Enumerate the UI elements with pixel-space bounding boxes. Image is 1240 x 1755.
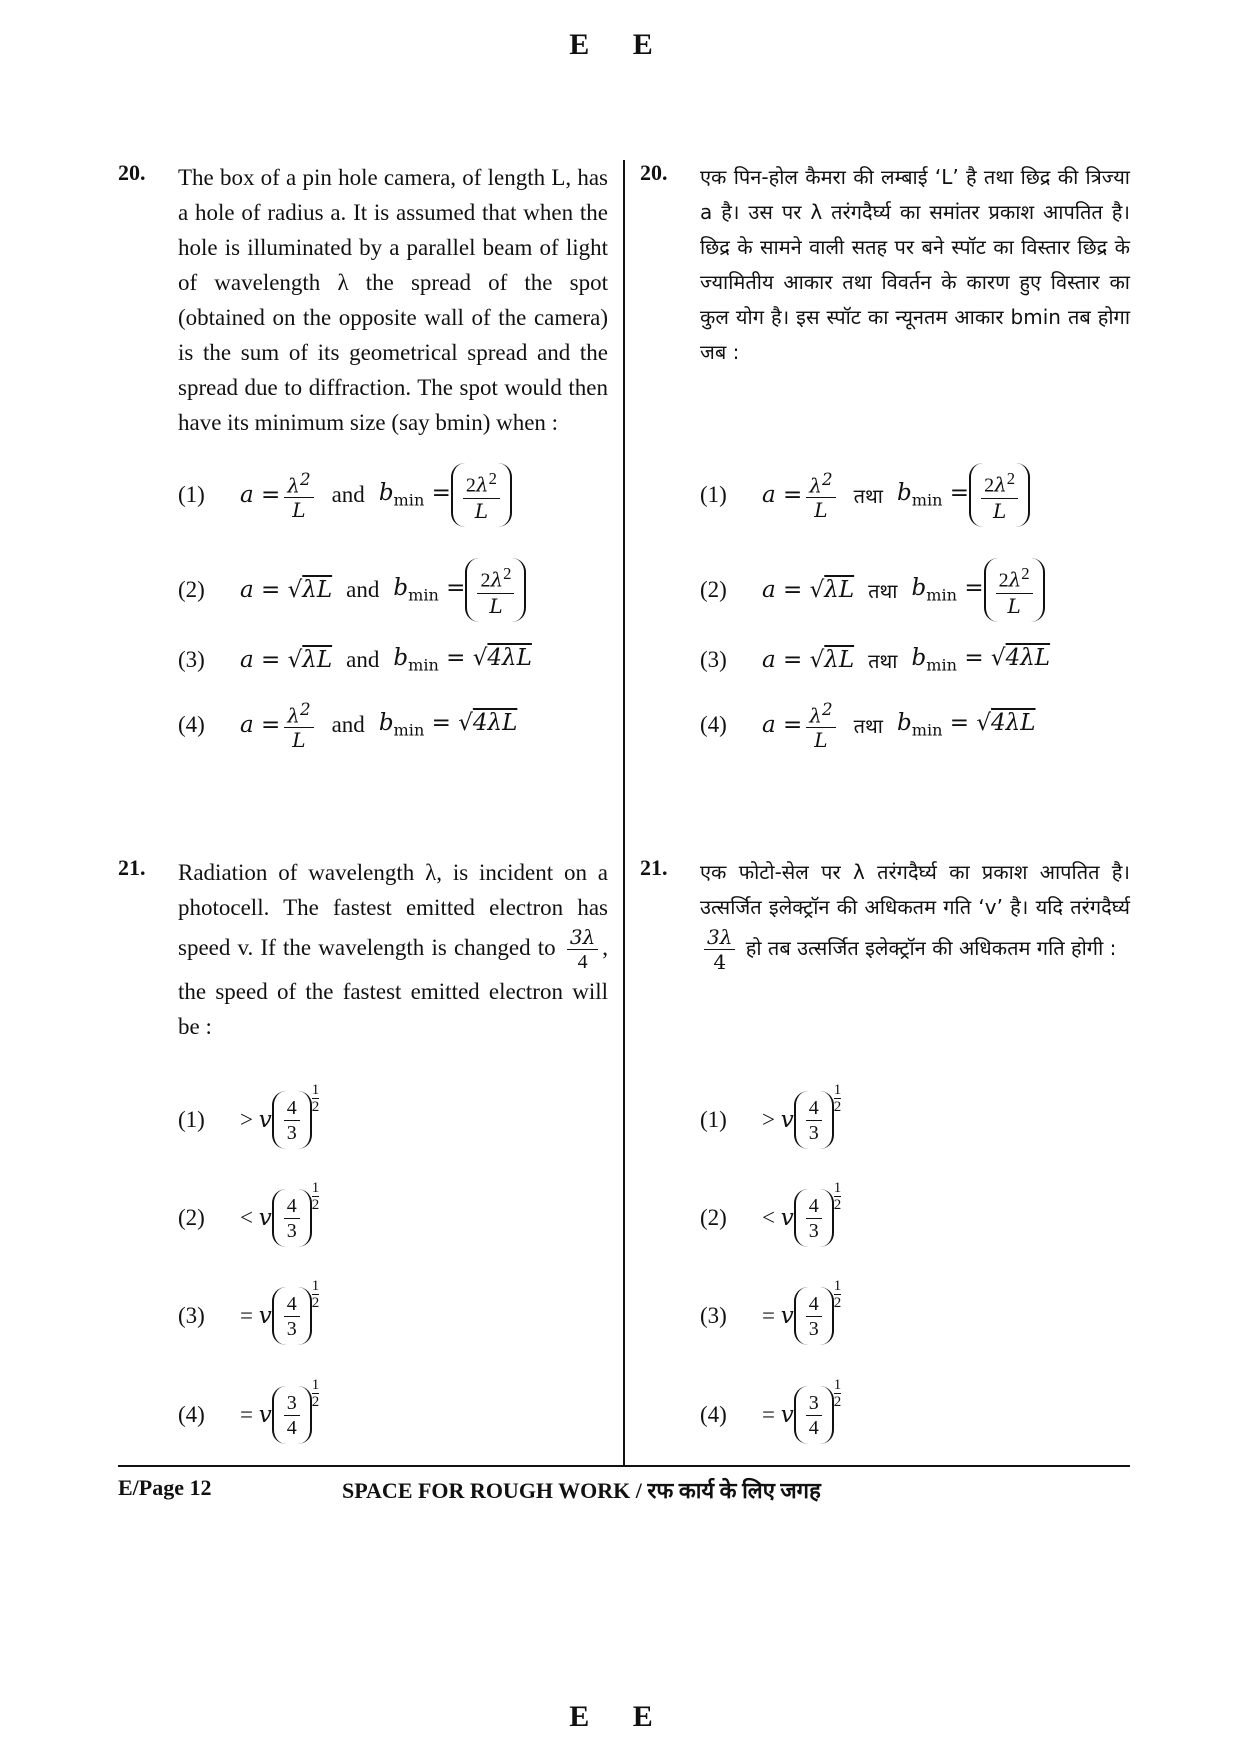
question-number: 20. bbox=[118, 160, 146, 185]
question-text: Radiation of wavelength λ, is incident on a photocell. The fastest emitted electron has speed v. If the wavelength is changed to $\frac{3\lambda}{4}$ , the speed of the fastest emitted electron will be : bbox=[178, 860, 609, 1039]
question-20-hi bbox=[640, 160, 1130, 370]
option-4: (4) = v $\frac{3}{4}$ 1 2 bbox=[178, 1375, 319, 1455]
footer-rule bbox=[118, 1465, 1130, 1467]
option-3: (3) = v $\frac{4}{3}$ 1 2 bbox=[700, 1276, 841, 1356]
option-1: (1) > v $\frac{4}{3}$ 1 2 bbox=[178, 1080, 319, 1160]
question-21-hi bbox=[640, 855, 1130, 974]
option-2: (2) a = √λL तथा $b_{min}$ = $\frac{2\lambda^2}{L}$ bbox=[700, 555, 1045, 625]
question-text: एक फोटो-सेल पर λ तरंगदैर्घ्य का प्रकाश आपतित है। उत्सर्जित इलेक्ट्रॉन की अधिकतम गति ‘v’ है। यदि तरंगदैर्घ्य $\frac{3\lambda}{4}$ हो तब उत्सर्जित इलेक्ट्रॉन की अधिकतम गति होगी : bbox=[700, 860, 1130, 974]
option-1: (1) a = $\frac{\lambda^2}{L}$ तथा $b_{min}$ = $\frac{2\lambda^2}{L}$ bbox=[700, 460, 1030, 530]
option-4: (4) = v $\frac{3}{4}$ 1 2 bbox=[700, 1375, 841, 1455]
option-2: (2) < v $\frac{4}{3}$ 1 2 bbox=[178, 1178, 319, 1258]
option-1: (1) a = $\frac{\lambda^2}{L}$ and $b_{min}$ = $\frac{2\lambda^2}{L}$ bbox=[178, 460, 512, 530]
header-code: E E bbox=[569, 28, 671, 61]
column-divider bbox=[623, 160, 625, 1465]
question-text: एक पिन-होल कैमरा की लम्बाई ‘L’ है तथा छिद्र की त्रिज्या a है। उस पर λ तरंगदैर्घ्य का समांतर प्रकाश आपतित है। छिद्र के सामने वाली सतह पर बने स्पॉट का विस्तार छिद्र के ज्यामितीय आकार तथा विवर्तन के कारण हुए विस्तार का कुल योग है। इस स्पॉट का न्यूनतम आकार bmin तब होगा जब : bbox=[700, 165, 1130, 364]
option-4: (4) a = $\frac{\lambda^2}{L}$ and $b_{min} = √4\lambda L$ bbox=[178, 699, 518, 753]
question-text: The box of a pin hole camera, of length L, has a hole of radius a. It is assumed that when the hole is illuminated by a parallel beam of light of wavelength λ the spread of the spot (obtained on the opposite wall of the camera) is the sum of its geometrical spread and the spread due to diffraction. The spot would then have its minimum size (say bmin) when : bbox=[178, 165, 608, 435]
option-3: (3) a = √λL तथा $b_{min} = √4\lambda L$ bbox=[700, 645, 1051, 675]
question-20-en bbox=[118, 160, 608, 440]
option-3: (3) = v $\frac{4}{3}$ 1 2 bbox=[178, 1276, 319, 1356]
question-number: 21. bbox=[640, 855, 668, 880]
footer-code: E E bbox=[569, 1700, 671, 1733]
option-2: (2) < v $\frac{4}{3}$ 1 2 bbox=[700, 1178, 841, 1258]
option-3: (3) a = √λL and $b_{min} = √4\lambda L$ bbox=[178, 645, 532, 675]
option-4: (4) a = $\frac{\lambda^2}{L}$ तथा $b_{min} = √4\lambda L$ bbox=[700, 699, 1036, 753]
option-1: (1) > v $\frac{4}{3}$ 1 2 bbox=[700, 1080, 841, 1160]
rough-work-label: SPACE FOR ROUGH WORK / रफ कार्य के लिए जगह bbox=[342, 1478, 821, 1503]
page-label: E/Page 12 bbox=[118, 1475, 212, 1500]
question-number: 21. bbox=[118, 855, 146, 880]
question-number: 20. bbox=[640, 160, 668, 185]
option-2: (2) a = √λL and $b_{min}$ = $\frac{2\lambda^2}{L}$ bbox=[178, 555, 526, 625]
question-21-en bbox=[118, 855, 608, 1044]
